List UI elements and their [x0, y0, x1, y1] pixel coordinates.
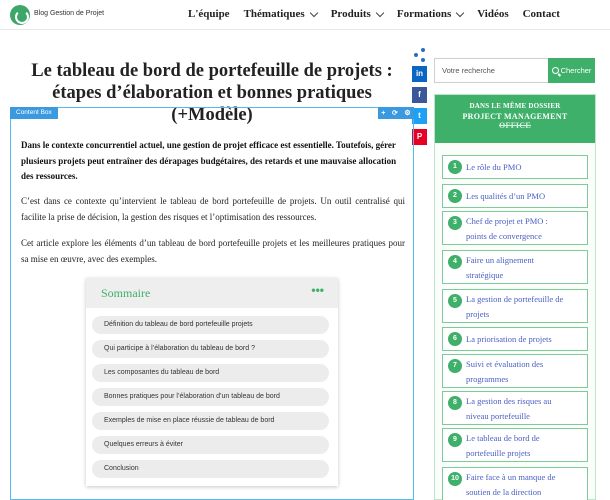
facebook-share-button[interactable]	[412, 87, 427, 103]
item-number-badge: 6	[448, 332, 462, 346]
dossier-item-line: Le rôle du PMO	[466, 162, 522, 172]
dossier-title: PROJECT MANAGEMENT	[462, 112, 568, 121]
item-number-badge: 8	[448, 396, 462, 410]
share-icon	[412, 48, 427, 62]
linkedin-icon: in	[415, 69, 424, 78]
twitter-share-button[interactable]	[412, 108, 427, 124]
dossier-item[interactable]	[442, 428, 588, 462]
dossier-item-line: Chef de projet et PMO :	[466, 216, 548, 226]
nav-label: Produits	[330, 8, 371, 20]
dossier-item-title	[466, 357, 586, 387]
content-box	[10, 107, 414, 500]
item-number-badge: 3	[448, 216, 462, 230]
dossier-title-2: OFFICE	[498, 121, 532, 130]
content-box-toolbar	[378, 107, 414, 119]
nav-label: Contact	[522, 8, 560, 20]
nav-item-formations[interactable]	[397, 8, 463, 20]
twitter-icon: t	[418, 111, 421, 120]
dossier-item-title	[466, 431, 586, 461]
dossier-item-line: Faire face à un manque de	[466, 472, 556, 482]
toc-item[interactable]: Conclusion	[92, 460, 329, 478]
search-icon	[552, 67, 559, 74]
content-box-label: Content Box	[10, 107, 58, 119]
dossier-item-title	[466, 160, 586, 175]
search-button[interactable]	[548, 58, 595, 83]
search-button-label: Chercher	[560, 66, 592, 75]
toc-menu-icon[interactable]: •••	[311, 283, 324, 297]
logo-icon	[10, 5, 30, 25]
body-paragraph-1: C’est dans ce contexte qu’intervient le tableau de bord portefeuille de projets. Un outil centralisé qui facilite la prise de décision, la gestion des risques et l’optimisation des ressources.	[21, 196, 405, 222]
toc-header[interactable]	[86, 278, 338, 308]
dossier-item-title	[466, 214, 586, 244]
chevron-down-icon	[456, 8, 464, 16]
nav-item-videos[interactable]	[477, 8, 508, 20]
dossier-item-title	[466, 189, 586, 204]
toc-item[interactable]: Qui participe à l’élaboration du tableau de bord ?	[92, 340, 329, 358]
nav-item-produits[interactable]	[331, 8, 383, 20]
logo-text: Blog Gestion de Projet	[34, 10, 105, 17]
dossier-item[interactable]	[442, 184, 588, 208]
dossier-item[interactable]	[442, 289, 588, 323]
page-title-line1: Le tableau de bord de portefeuille de projets :	[31, 61, 393, 81]
dossier-item-line: points de convergence	[466, 231, 542, 241]
nav-item-contact[interactable]	[523, 8, 560, 20]
page-title-line2: étapes d’élaboration et bonnes pratiques (+Modèle)	[52, 83, 372, 125]
dossier-item-line: La gestion des risques au	[466, 396, 552, 406]
facebook-icon: f	[418, 90, 421, 99]
dossier-item-title	[466, 292, 586, 322]
toc-item[interactable]: Exemples de mise en place réussie de tableau de bord	[92, 412, 329, 430]
toc-item[interactable]: Quelques erreurs à éviter	[92, 436, 329, 454]
item-number-badge: 9	[448, 433, 462, 447]
item-number-badge: 4	[448, 255, 462, 269]
nav-item-thematiques[interactable]	[244, 8, 317, 20]
dossier-item[interactable]	[442, 327, 588, 351]
nav-label: Vidéos	[477, 8, 509, 20]
dossier-item-line: La gestion de portefeuille de	[466, 294, 564, 304]
dossier-item[interactable]	[442, 467, 588, 500]
dossier-item-title	[466, 470, 586, 500]
pinterest-share-button[interactable]	[412, 129, 427, 145]
search-input[interactable]: Votre recherche	[434, 58, 548, 83]
dossier-item[interactable]	[442, 250, 588, 284]
settings-icon[interactable]: ⚙	[404, 110, 411, 117]
toc-title: Sommaire	[101, 286, 151, 300]
add-icon[interactable]: +	[381, 109, 386, 117]
dossier-item[interactable]	[442, 211, 588, 245]
intro-paragraph: Dans le contexte concurrentiel actuel, une gestion de projet efficace est essentielle. Toutefois, gérer plusieurs projets peut entraîner des dérapages budgétaires, des retards et une mauvaise allocation des ressources.	[21, 140, 397, 181]
dossier-item-line: Faire un alignement	[466, 255, 534, 265]
item-number-badge: 7	[448, 359, 462, 373]
main-nav	[188, 8, 574, 20]
dossier-item-line: portefeuille projets	[466, 448, 531, 458]
related-dossier-panel	[434, 94, 596, 500]
refresh-icon[interactable]: ⟳	[391, 110, 398, 117]
nav-label: Thématiques	[243, 8, 305, 20]
dossier-item-line: soutien de la direction	[466, 487, 542, 497]
site-logo[interactable]	[10, 5, 120, 25]
chevron-down-icon	[376, 8, 384, 16]
dossier-item-title	[466, 253, 586, 283]
dossier-item-line: programmes	[466, 374, 509, 384]
linkedin-share-button[interactable]	[412, 66, 427, 82]
nav-item-equipe[interactable]	[188, 8, 230, 20]
pinterest-icon: P	[416, 132, 423, 141]
body-paragraph-2: Cet article explore les éléments d’un tableau de bord portefeuille projets et les meilleures pratiques pour sa mise en œuvre, avec des exemples.	[21, 238, 405, 264]
site-header	[0, 0, 610, 30]
dossier-item[interactable]	[442, 354, 588, 388]
dossier-item-line: Les qualités d’un PMO	[466, 191, 546, 201]
toc-item[interactable]: Les composantes du tableau de bord	[92, 364, 329, 382]
dossier-item[interactable]	[442, 155, 588, 179]
dossier-item-line: niveau portefeuille	[466, 411, 530, 421]
table-of-contents	[86, 278, 338, 486]
chevron-down-icon	[309, 8, 317, 16]
item-number-badge: 2	[448, 189, 462, 203]
item-number-badge: 10	[448, 472, 462, 486]
dossier-header	[435, 95, 595, 143]
dossier-item-line: Suivi et évaluation des	[466, 359, 544, 369]
item-number-badge: 5	[448, 294, 462, 308]
dossier-item-line: La priorisation de projets	[466, 334, 552, 344]
dossier-item-title	[466, 332, 586, 347]
social-share-bar	[412, 48, 427, 150]
nav-label: L'équipe	[188, 8, 230, 20]
dossier-kicker: DANS LE MÊME DOSSIER	[469, 102, 561, 110]
toc-item[interactable]: Bonnes pratiques pour l’élaboration d’un tableau de bord	[92, 388, 329, 406]
nav-label: Formations	[396, 8, 452, 20]
dossier-item-line: projets	[466, 309, 490, 319]
toc-item[interactable]: Définition du tableau de bord portefeuille projets	[92, 316, 329, 334]
dossier-item-line: Le tableau de bord de	[466, 433, 540, 443]
dossier-item-line: stratégique	[466, 270, 504, 280]
dossier-item[interactable]	[442, 391, 588, 425]
dossier-item-title	[466, 394, 586, 424]
item-number-badge: 1	[448, 160, 462, 174]
